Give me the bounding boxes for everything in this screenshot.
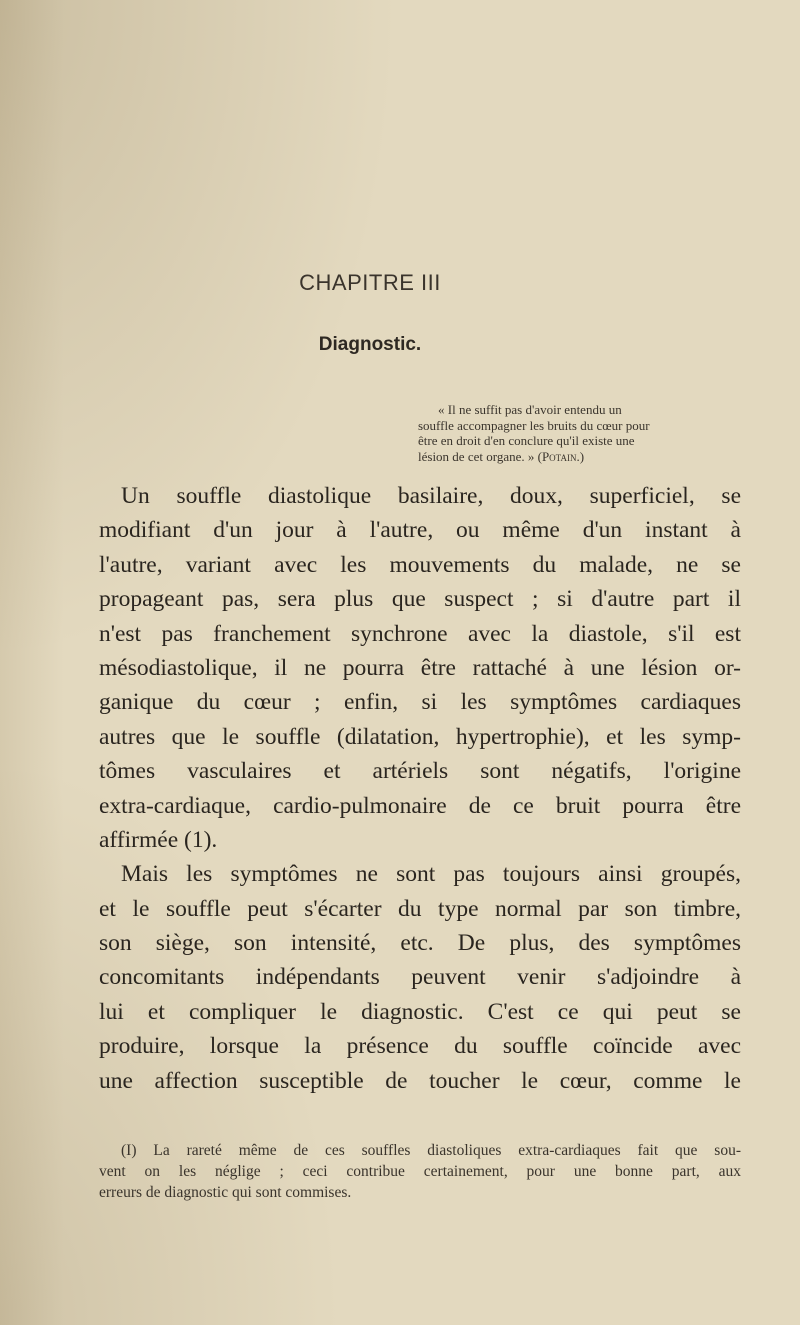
text-line: autres que le souffle (dilatation, hypertrophie), et les symp- <box>99 723 741 750</box>
text-line: produire, lorsque la présence du souffle coïncide avec <box>99 1033 741 1060</box>
epigraph-line: être en droit d'en conclure qu'il existe une <box>418 433 635 448</box>
text-line: extra-cardiaque, cardio-pulmonaire de ce bruit pourra être <box>99 792 741 819</box>
epigraph-closing: ) <box>579 448 585 464</box>
text-line: tômes vasculaires et artériels sont négatifs, l'origine <box>99 758 741 785</box>
footnote <box>99 1140 741 1203</box>
paragraph <box>99 479 741 857</box>
paragraph <box>99 857 741 1098</box>
epigraph-quote <box>418 402 736 464</box>
text-line: et le souffle peut s'écarter du type normal par son timbre, <box>99 895 741 922</box>
text-line: concomitants indépendants peuvent venir s'adjoindre à <box>99 964 741 991</box>
text-line: l'autre, variant avec les mouvements du malade, ne se <box>99 551 741 578</box>
text-line: n'est pas franchement synchrone avec la diastole, s'il est <box>99 620 741 647</box>
text-line: son siège, son intensité, etc. De plus, des symptômes <box>99 930 741 957</box>
text-line: lui et compliquer le diagnostic. C'est ce qui peut se <box>99 998 741 1025</box>
epigraph-author: Potain. <box>541 448 580 464</box>
text-line: mésodiastolique, il ne pourra être rattaché à une lésion or- <box>99 654 741 681</box>
text-line: Un souffle diastolique basilaire, doux, superficiel, se <box>121 483 741 509</box>
footnote-line: vent on les néglige ; ceci contribue certainement, pour une bonne part, aux <box>99 1163 741 1180</box>
text-line: modifiant d'un jour à l'autre, ou même d'un instant à <box>99 517 741 544</box>
text-line: une affection susceptible de toucher le cœur, comme le <box>99 1067 741 1094</box>
epigraph-line: « Il ne suffit pas d'avoir entendu un <box>438 402 622 417</box>
epigraph-line-text: lésion de cet organe. » ( <box>418 448 542 464</box>
text-line: affirmée (1). <box>99 826 218 853</box>
epigraph-line <box>418 449 736 465</box>
text-line: ganique du cœur ; enfin, si les symptômes cardiaques <box>99 689 741 716</box>
text-line: Mais les symptômes ne sont pas toujours ainsi groupés, <box>121 861 741 888</box>
footnote-line: erreurs de diagnostic qui sont commises. <box>99 1184 352 1201</box>
epigraph-line: souffle accompagner les bruits du cœur pour <box>418 417 650 433</box>
text-line: propageant pas, sera plus que suspect ; si d'autre part il <box>99 586 741 613</box>
chapter-title: CHAPITRE III <box>299 270 441 295</box>
body-text <box>99 479 741 1098</box>
section-title: Diagnostic. <box>318 334 422 355</box>
footnote-line: (I) La rareté même de ces souffles diastoliques extra-cardiaques fait que sou- <box>121 1142 741 1159</box>
